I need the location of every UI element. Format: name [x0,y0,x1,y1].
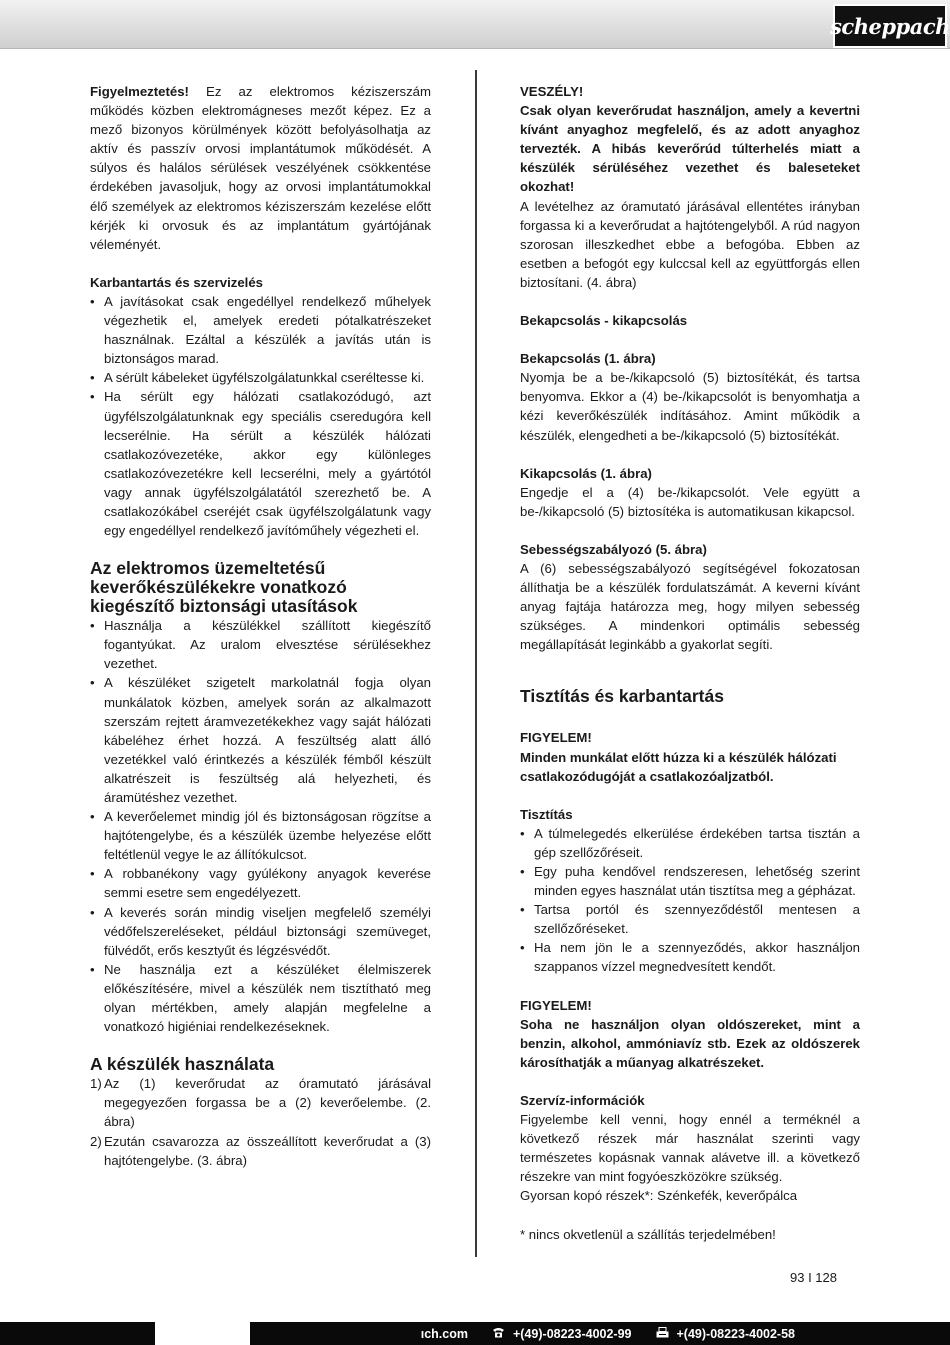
footnote: * nincs okvetlenül a szállítás terjedelmében! [520,1226,776,1242]
warning-text: Ez az elektromos kéziszerszám működés közben elektromágneses mezőt képez. Ez a mező bizonyos körülmények között befolyásolhatja az aktív és passzív orvosi implantátumok működését. A súlyos és halálos sérülések veszélyének csökkentése érdekében javasoljuk, hogy az orvosi implantátumokkal élő személyek az elektromos kéziszerszám kezelése előtt kérjék ki orvosuk és az implantátum gyártójának véleményét. [90,84,431,252]
danger-bold-text: Csak olyan keverőrudat használjon, amely a kevertni kívánt anyaghoz megfelelő, és az adott anyaghoz tervezték. A hibás keverőrúd túlterhelés miatt a készülék sérüléséhez vezethet és baleseteket okozhat! [520,103,860,195]
column-divider [475,70,477,1257]
warning-title: Figyelmeztetés! [90,84,189,99]
safety-list [90,616,431,1036]
phone-number: +(49)-08223-4002-99 [513,1326,632,1341]
list-item: • Használja a készülékkel szállított kiegészítő fogantyúkat. Az uralom elvesztése sérülésekhez vezethet. [90,616,431,673]
list-item: • A készüléket szigetelt markolatnál fogja olyan munkálatok közben, amelyek során az alkalmazott szerszám rejtett áramvezetékekhez vagy saját hálózati kábeléhez érhet hozzá. A feszültség alatt álló vezetékkel való érintkezés a készülék fémből készült alkatrészeit is feszültség alá helyezheti, és áramütéshez vezethet. [90,673,431,807]
attention-title: FIGYELEM! [520,730,592,746]
wear-parts: Gyorsan kopó részek*: Szénkefék, keverőpálca [520,1188,798,1204]
fax-number: +(49)-08223-4002-58 [676,1326,795,1341]
off-title: Kikapcsolás (1. ábra) [520,465,652,481]
danger-title: VESZÉLY! [520,84,584,99]
list-item: • A túlmelegedés elkerülése érdekében tartsa tisztán a gép szellőzőréseit. [520,824,860,862]
list-item: 2) Ezután csavarozza az összeállított keverőrudat a (3) hajtótengelybe. (3. ábra) [90,1133,431,1168]
list-item: • Egy puha kendővel rendszeresen, lehetőség szerint minden egyes használat után tisztítsa meg a géрházat. [520,862,860,900]
left-column [90,82,431,1170]
right-column [520,82,860,1244]
website-link[interactable]: ıch.com [420,1326,468,1341]
list-item: • A robbanékony vagy gyúlékony anyagok keverése semmi esetre sem engedélyezett. [90,864,431,902]
brand-logo: scheppach [833,4,947,48]
onoff-title: Bekapcsolás - kikapcsolás [520,313,688,329]
usage-list [90,1074,431,1169]
attention-text: Soha ne használjon olyan oldószereket, mint a benzin, alkohol, ammóniavíz stb. Ezek az oldószerek károsíthatják a műanyag alkatrészeket. [520,1016,860,1070]
list-item: • Tartsa portól és szennyeződéstől mentesen a szellőzőréseket. [520,900,860,938]
list-item: • Ha nem jön le a szennyeződés, akkor használjon szappanos vízzel megnedvesített kendőt. [520,938,860,976]
fax-icon [656,1327,669,1341]
maintenance-title: Karbantartás és szervizelés [90,274,264,290]
attention-title: FIGYELEM! [520,997,592,1013]
attention-text: Minden munkálat előtt húzza ki a készülék hálózati csatlakozódugóját a csatlakozóaljzatból. [520,749,837,784]
off-text: Engedje el a (4) be-/kikapcsolót. Vele együtt a be-/kikapcsoló (5) biztosítéka is automatikusan kikapcsol. [520,484,860,519]
list-item: • A sérült kábeleket ügyfélszolgálatunkkal cseréltesse ki. [90,368,431,387]
speed-title: Sebességszabályozó (5. ábra) [520,541,707,557]
list-item: • Ne használja ezt a készüléket élelmiszerek előkészítésére, mivel a készülék nem tisztítható meg olyan mértékben, amely alapján megfelelne a vonatkozó higiéniai rendelkezéseknek. [90,960,431,1036]
service-title: Szervíz-információk [520,1092,645,1108]
list-item: • Ha sérült egy hálózati csatlakozódugó, azt ügyfélszolgálatunknak egy speciális cseredugóra kell lecserélnie. Ha sérült a készülék hálózati csatlakozóvezetéke, akkor egy különleges csatlakozóvezetékre kell lecserélni, mely a gyártótól vagy annak ügyfélszolgálatától szerezhető be. A csatlakozókábel cseréjét csak ügyfélszolgálatunk vagy egy engedéllyel rendelkező javítóműhely végezheti el. [90,387,431,540]
on-text: Nyomja be a be-/kikapcsoló (5) biztosítékát, és tartsa benyomva. Ekkor a (4) be-/kikapcsolót is benyomhatja a kézi keverőkészülék indításához. Amint működik a készülék, elengedheti a be-/kikapcsoló (5) biztosítékát. [520,370,860,443]
list-item: • A javításokat csak engedéllyel rendelkező műhelyek végezhetik el, amelyek eredeti pótalkatrészeket használnak. Ezáltal a készülék a javítás után is biztonságos marad. [90,292,431,368]
cleaning-heading: Tisztítás és karbantartás [520,686,724,707]
on-title: Bekapcsolás (1. ábra) [520,351,656,367]
service-text: Figyelembe kell venni, hogy ennél a terméknél a következő részek már használat szerinti vagy természetes kopásnak vannak alávetve ill. a következő részekre van mint fogyóeszközökre szükség. [520,1112,860,1185]
cleaning-list [520,824,860,977]
danger-text: A levételhez az óramutató járásával ellentétes irányban forgassa ki a keverőrudat a hajtótengelyből. A rúd nagyon szorosan illeszkedhet ebbe a befogóba. Ebben az esetben a befogót egy kulccsal kell az együttforgás ellen biztosítani. (4. ábra) [520,198,860,290]
warning-paragraph [90,82,431,254]
page-number: 93 I 128 [790,1270,837,1285]
cleaning-title: Tisztítás [520,806,573,822]
phone-icon [492,1327,505,1341]
list-item: • A keverőelemet mindig jól és biztonságosan rögzítse a hajtótengelybe, és a készülék üzembe helyezése előtt feltétlenül vegye le az állítókulcsot. [90,807,431,864]
footer-gap [155,1322,250,1345]
list-item: 1) Az (1) keverőrudat az óramutató járásával megegyezően forgassa be a (2) keverőelembe. (2. ábra) [90,1076,431,1130]
safety-heading: Az elektromos üzemeltetésű keverőkészülékekre vonatkozó kiegészítő biztonsági utasítások [90,558,358,617]
usage-heading: A készülék használata [90,1054,275,1075]
list-item: • A keverés során mindig viseljen megfelelő személyi védőfelszereléseket, például biztonsági szemüveget, fülvédőt, erős kesztyűt és légzésvédőt. [90,903,431,960]
footer-contact [421,1324,795,1343]
header-bar [0,0,950,49]
speed-text: A (6) sebességszabályozó segítségével fokozatosan állíthatja be a készülék fordulatszámát. A keverni kívánt anyag fajtája határozza meg, hogy milyen sebesség szükséges. A mindenkori optimális sebesség megállapítását leginkább a gyakorlat segíti. [520,560,860,653]
maintenance-list [90,292,431,540]
